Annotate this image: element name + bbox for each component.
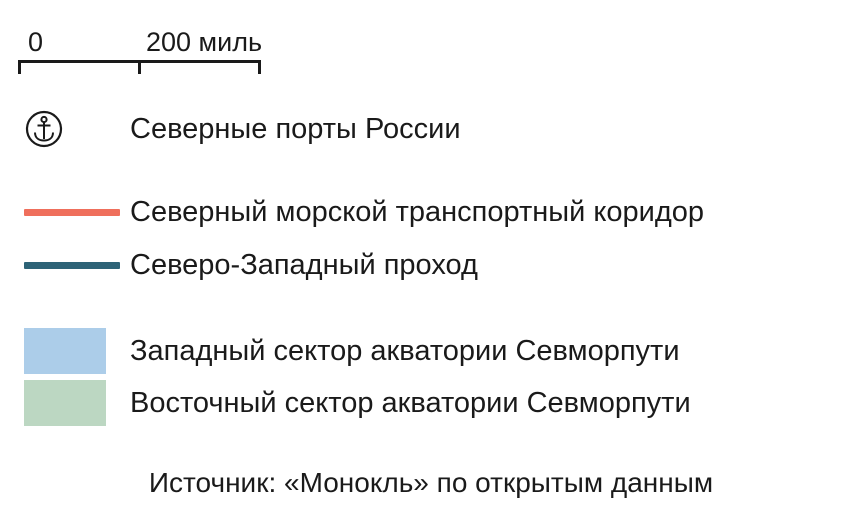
- legend-item-ports: [18, 105, 461, 153]
- scale-max-label: 200 миль: [146, 27, 263, 57]
- scale-bar-labels: [18, 26, 318, 58]
- legend-item-eastern-sector: [18, 377, 691, 429]
- legend-item-western-sector: [18, 325, 680, 377]
- legend-symbol-cell: [18, 109, 130, 149]
- scale-tick-start: [18, 60, 21, 74]
- source-note: Источник: «Монокль» по открытым данным: [148, 467, 714, 498]
- area-swatch-eastern: [24, 380, 106, 426]
- legend-symbol-cell: [18, 328, 130, 374]
- anchor-icon: [24, 109, 64, 149]
- line-swatch-corridor: [24, 209, 120, 216]
- legend-symbol-cell: [18, 209, 130, 216]
- legend-label-passage: Северо-Западный проход: [130, 249, 478, 281]
- scale-tick-mid: [138, 60, 141, 74]
- legend-label-corridor: Северный морской транспортный коридор: [130, 196, 705, 228]
- line-swatch-passage: [24, 262, 120, 269]
- area-swatch-western: [24, 328, 106, 374]
- scale-bar-block: [18, 26, 318, 74]
- legend-label-eastern-sector: Восточный сектор акватории Севморпути: [130, 387, 691, 419]
- legend-symbol-cell: [18, 262, 130, 269]
- legend-item-passage: [18, 245, 478, 285]
- legend-label-ports: Северные порты России: [130, 113, 461, 145]
- scale-tick-end: [258, 60, 261, 74]
- legend-item-corridor: [18, 192, 704, 232]
- legend-symbol-cell: [18, 380, 130, 426]
- legend-label-western-sector: Западный сектор акватории Севморпути: [130, 335, 680, 367]
- scale-zero-label: 0: [28, 27, 44, 57]
- scale-bar-graphic: [18, 60, 261, 74]
